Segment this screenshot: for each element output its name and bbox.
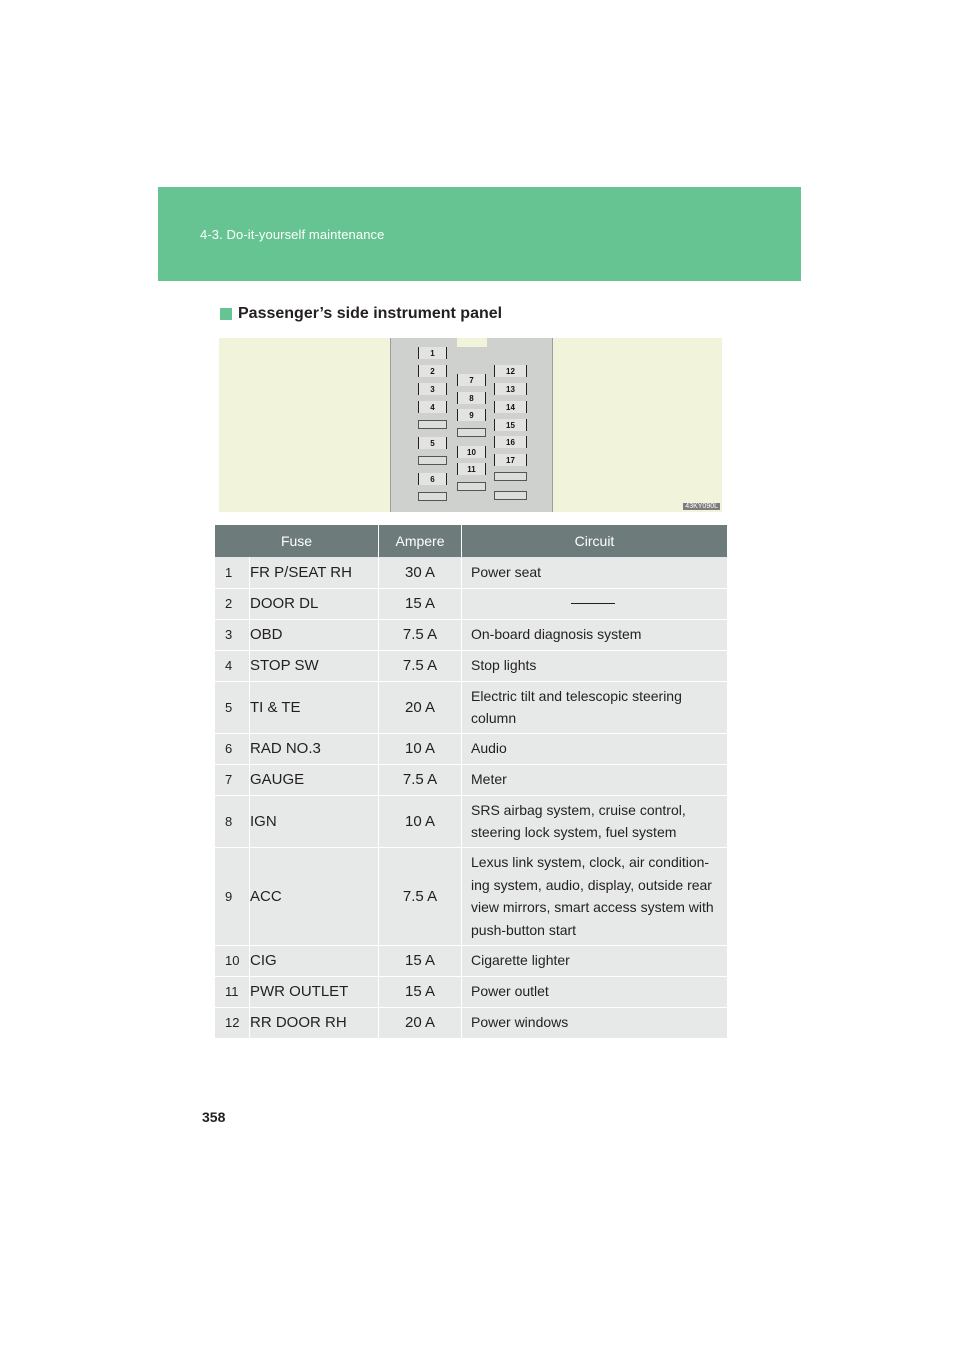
fuse-slot-12: 12 [494,365,527,377]
header-ampere: Ampere [379,525,462,557]
fuse-circuit: Stop lights [462,650,728,681]
fuse-number: 1 [215,557,250,588]
table-row [215,764,727,795]
fuse-circuit: Meter [462,764,728,795]
fuse-slot-11: 11 [457,463,486,475]
fuse-number: 10 [215,945,250,976]
fuse-circuit-empty [462,588,728,619]
fuse-table [215,525,727,1039]
fuse-number: 5 [215,681,250,733]
blank-slot [418,420,447,429]
table-header-row [215,525,727,557]
table-row [215,976,727,1007]
fuse-slot-6: 6 [418,473,447,485]
fuse-ampere: 7.5 A [379,764,462,795]
blank-slot [494,491,527,500]
fuse-ampere: 15 A [379,976,462,1007]
fuse-ampere: 7.5 A [379,650,462,681]
fuse-name: OBD [250,619,379,650]
fuse-ampere: 7.5 A [379,847,462,945]
fuse-slot-10: 10 [457,446,486,458]
fuse-ampere: 20 A [379,1007,462,1038]
fuse-circuit: Lexus link system, clock, air condition-ing system, audio, display, outside rear view mirrors, smart access system with push-button start [462,847,728,945]
fuse-slot-3: 3 [418,383,447,395]
section-header-band [158,187,801,281]
table-row [215,588,727,619]
fuse-slot-1: 1 [418,347,447,359]
fuse-name: RAD NO.3 [250,733,379,764]
blank-slot [418,492,447,501]
fuse-ampere: 30 A [379,557,462,588]
fuse-ampere: 15 A [379,945,462,976]
fuse-number: 8 [215,795,250,847]
green-square-icon [220,308,232,320]
fuse-name: PWR OUTLET [250,976,379,1007]
fuse-slot-4: 4 [418,401,447,413]
fuse-circuit: Power windows [462,1007,728,1038]
fuse-circuit: On-board diagnosis system [462,619,728,650]
fuse-ampere: 7.5 A [379,619,462,650]
section-label: 4-3. Do-it-yourself maintenance [200,227,385,242]
fuse-number: 7 [215,764,250,795]
fuse-slot-16: 16 [494,436,527,448]
fuse-number: 11 [215,976,250,1007]
heading-text: Passenger’s side instrument panel [238,305,503,322]
fuse-slot-14: 14 [494,401,527,413]
fuse-slot-17: 17 [494,454,527,466]
table-row [215,847,727,945]
fuse-circuit: Electric tilt and telescopic steering column [462,681,728,733]
fuse-circuit: Power seat [462,557,728,588]
fuse-name: DOOR DL [250,588,379,619]
blank-slot [418,456,447,465]
table-row [215,650,727,681]
table-row [215,619,727,650]
diagram-code: 43KY090L [685,503,718,510]
fuse-box-diagram [219,338,722,512]
page-number: 358 [202,1109,226,1125]
fuse-slot-13: 13 [494,383,527,395]
header-fuse: Fuse [215,525,379,557]
header-circuit: Circuit [462,525,728,557]
fuse-slot-15: 15 [494,419,527,431]
fuse-name: STOP SW [250,650,379,681]
table-row [215,557,727,588]
fuse-name: TI & TE [250,681,379,733]
table-row [215,945,727,976]
fuse-ampere: 10 A [379,795,462,847]
table-row [215,1007,727,1038]
fuse-ampere: 20 A [379,681,462,733]
blank-slot [457,482,486,491]
fuse-name: IGN [250,795,379,847]
fuse-slot-8: 8 [457,392,486,404]
fuse-slot-2: 2 [418,365,447,377]
table-row [215,795,727,847]
table-row [215,681,727,733]
fuse-number: 6 [215,733,250,764]
fuse-name: RR DOOR RH [250,1007,379,1038]
fuse-name: CIG [250,945,379,976]
fuse-number: 4 [215,650,250,681]
fuse-name: GAUGE [250,764,379,795]
fuse-name: FR P/SEAT RH [250,557,379,588]
fuse-circuit: Cigarette lighter [462,945,728,976]
fuse-number: 9 [215,847,250,945]
fuse-box [390,338,553,512]
fuse-slot-9: 9 [457,409,486,421]
fuse-name: ACC [250,847,379,945]
fuse-ampere: 15 A [379,588,462,619]
fuse-number: 3 [215,619,250,650]
fuse-number: 2 [215,588,250,619]
blank-slot [494,472,527,481]
fuse-circuit: Power outlet [462,976,728,1007]
blank-slot [457,428,486,437]
fuse-slot-7: 7 [457,374,486,386]
fuse-slot-5: 5 [418,437,447,449]
fuse-circuit: Audio [462,733,728,764]
section-heading [220,305,502,323]
no-circuit-dash [571,603,615,604]
panel-notch [457,338,487,347]
fuse-ampere: 10 A [379,733,462,764]
table-row [215,733,727,764]
fuse-circuit: SRS airbag system, cruise control, steering lock system, fuel system [462,795,728,847]
fuse-number: 12 [215,1007,250,1038]
